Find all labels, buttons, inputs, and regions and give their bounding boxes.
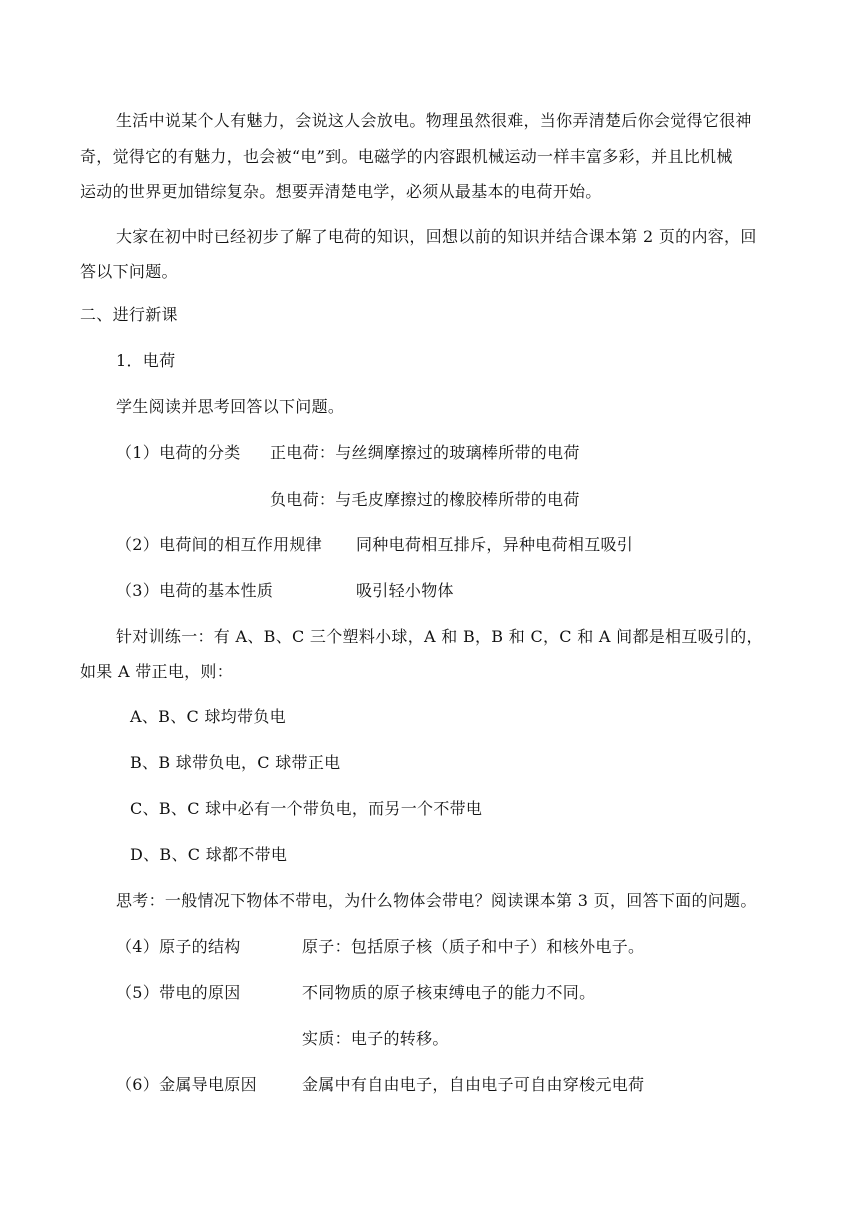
q6-label: （6）金属导电原因 — [116, 1075, 257, 1094]
read-prompt: 学生阅读并思考回答以下问题。 — [116, 397, 345, 416]
q1-negative: 负电荷：与毛皮摩擦过的橡胶棒所带的电荷 — [270, 490, 580, 509]
exercise-line-2: 如果 A 带正电，则： — [80, 662, 234, 681]
q1-positive: 正电荷：与丝绸摩擦过的玻璃棒所带的电荷 — [270, 443, 580, 462]
q5-essence: 实质：电子的转移。 — [302, 1029, 449, 1048]
q3-answer: 吸引轻小物体 — [356, 581, 454, 600]
exercise-line-1: 针对训练一：有 A、B、C 三个塑料小球，A 和 B，B 和 C，C 和 A 间都是相互吸引的， — [116, 627, 763, 646]
q5-answer: 不同物质的原子核束缚电子的能力不同。 — [302, 983, 596, 1002]
exercise-option-d: D、B、C 球都不带电 — [130, 845, 288, 864]
q3-label: （3）电荷的基本性质 — [116, 581, 274, 600]
subsection-heading: 1．电荷 — [116, 351, 176, 370]
exercise-option-b: B、B 球带负电，C 球带正电 — [130, 753, 341, 772]
q2-answer: 同种电荷相互排斥，异种电荷相互吸引 — [356, 535, 634, 554]
intro-line-1: 生活中说某个人有魅力，会说这人会放电。物理虽然很难，当你弄清楚后你会觉得它很神 — [116, 111, 752, 130]
exercise-option-a: A、B、C 球均带负电 — [130, 707, 286, 726]
q2-label: （2）电荷间的相互作用规律 — [116, 535, 323, 554]
q4-label: （4）原子的结构 — [116, 937, 241, 956]
q5-label: （5）带电的原因 — [116, 983, 241, 1002]
intro-line-2: 奇，觉得它的有魅力，也会被“电”到。电磁学的内容跟机械运动一样丰富多彩，并且比机械 — [80, 147, 733, 166]
q6-answer: 金属中有自由电子，自由电子可自由穿梭元电荷 — [302, 1075, 645, 1094]
recall-line-2: 答以下问题。 — [80, 262, 178, 281]
intro-line-3: 运动的世界更加错综复杂。想要弄清楚电学，必须从最基本的电荷开始。 — [80, 182, 602, 201]
q1-label: （1）电荷的分类 — [116, 443, 241, 462]
section-heading: 二、进行新课 — [80, 305, 178, 324]
recall-line-1: 大家在初中时已经初步了解了电荷的知识，回想以前的知识并结合课本第 2 页的内容，回 — [116, 227, 757, 246]
think-prompt: 思考：一般情况下物体不带电，为什么物体会带电？阅读课本第 3 页，回答下面的问题。 — [116, 891, 757, 910]
q4-answer: 原子：包括原子核（质子和中子）和核外电子。 — [302, 937, 645, 956]
exercise-option-c: C、B、C 球中必有一个带负电，而另一个不带电 — [130, 799, 483, 818]
